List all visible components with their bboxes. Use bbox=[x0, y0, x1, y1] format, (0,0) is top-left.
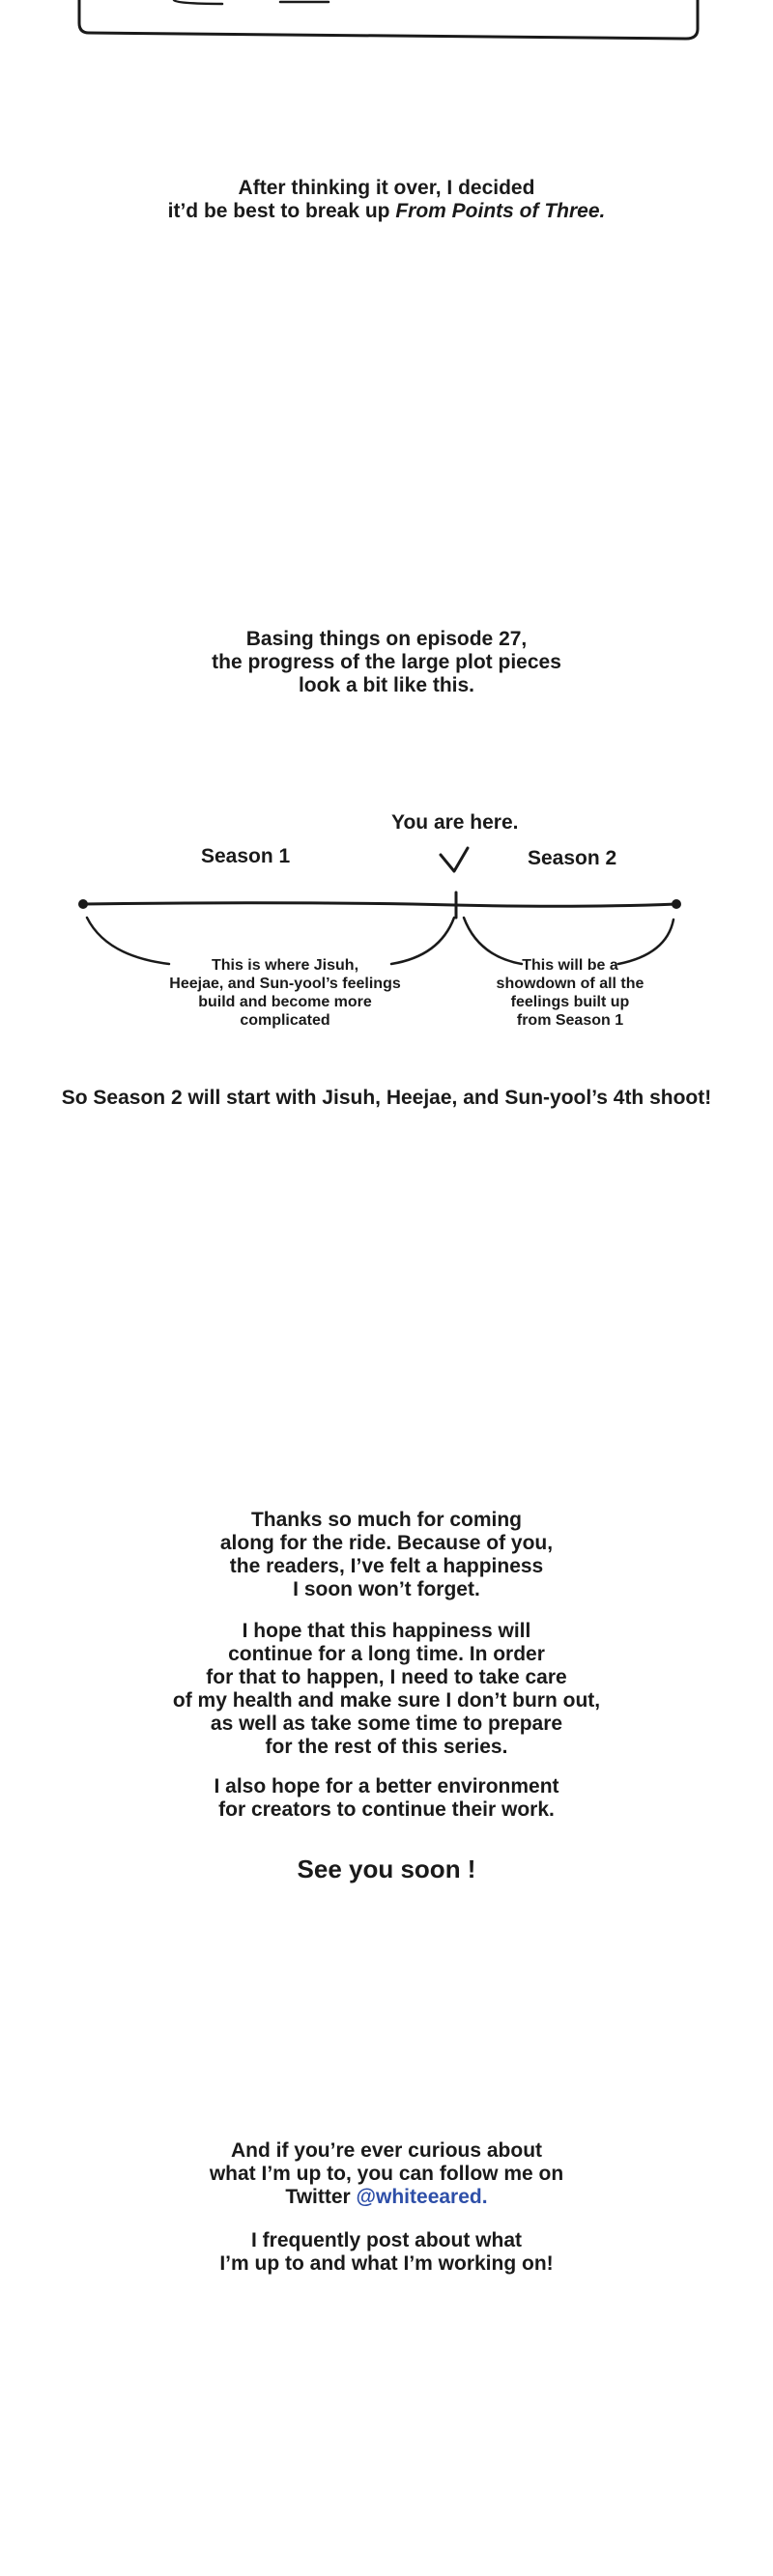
thanks-paragraph-2 bbox=[0, 1620, 773, 1759]
thanks-line: as well as take some time to prepare bbox=[210, 1713, 563, 1735]
check-mark-icon bbox=[441, 848, 468, 871]
intro-line-1: After thinking it over, I decided bbox=[238, 177, 535, 199]
thanks-line: along for the ride. Because of you, bbox=[219, 1532, 554, 1554]
timeline-line bbox=[83, 903, 676, 907]
thanks-line: of my health and make sure I don’t burn out, bbox=[172, 1689, 601, 1712]
follow-line bbox=[0, 2186, 773, 2209]
thanks-line: for that to happen, I need to take care bbox=[206, 1666, 567, 1688]
thanks-line: for creators to continue their work. bbox=[218, 1798, 555, 1821]
timeline-start-dot bbox=[78, 899, 88, 909]
timeline-diagram bbox=[0, 0, 773, 1062]
thanks-line: I hope that this happiness will bbox=[242, 1620, 531, 1642]
timeline-end-dot bbox=[672, 899, 681, 909]
season2-note-line: showdown of all the bbox=[496, 976, 644, 992]
twitter-handle-link[interactable]: @whiteeared. bbox=[356, 2186, 488, 2208]
follow-line: And if you’re ever curious about bbox=[230, 2139, 543, 2162]
see-you-soon: See you soon ! bbox=[297, 1854, 476, 1883]
series-title: From Points of Three. bbox=[395, 200, 606, 222]
season2-note bbox=[483, 956, 657, 1030]
thanks-line: for the rest of this series. bbox=[265, 1736, 508, 1758]
thanks-line: I soon won’t forget. bbox=[293, 1578, 480, 1600]
season1-note-line: Heejae, and Sun-yool’s feelings bbox=[169, 976, 401, 992]
intro-line-2-prefix: it’d be best to break up bbox=[167, 200, 396, 222]
season2-label: Season 2 bbox=[528, 847, 617, 869]
thanks-paragraph-3 bbox=[0, 1775, 773, 1822]
basing-line-3: look a bit like this. bbox=[298, 674, 475, 696]
post-line: I frequently post about what bbox=[250, 2229, 522, 2251]
twitter-label: Twitter bbox=[285, 2186, 357, 2208]
you-are-here-label: You are here. bbox=[391, 811, 519, 834]
follow-text bbox=[0, 2139, 773, 2209]
season2-note-line: feelings built up bbox=[510, 994, 630, 1010]
basing-line-2: the progress of the large plot pieces bbox=[212, 651, 561, 673]
post-line: I’m up to and what I’m working on! bbox=[219, 2252, 554, 2275]
thanks-line: continue for a long time. In order bbox=[228, 1643, 545, 1665]
thanks-line: Thanks so much for coming bbox=[250, 1509, 523, 1531]
thanks-line: I also hope for a better environment bbox=[214, 1775, 559, 1798]
season1-note-line: complicated bbox=[240, 1012, 330, 1029]
follow-line: what I’m up to, you can follow me on bbox=[209, 2163, 564, 2185]
season2-note-line: This will be a bbox=[522, 957, 618, 974]
post-text bbox=[0, 2229, 773, 2276]
basing-line-1: Basing things on episode 27, bbox=[245, 628, 528, 650]
season1-label: Season 1 bbox=[201, 845, 291, 867]
thanks-paragraph-1 bbox=[0, 1509, 773, 1601]
season1-note-line: This is where Jisuh, bbox=[211, 957, 359, 974]
thanks-line: the readers, I’ve felt a happiness bbox=[229, 1555, 544, 1577]
season1-note-line: build and become more bbox=[198, 994, 372, 1010]
season1-note bbox=[155, 956, 415, 1030]
season2-start-text: So Season 2 will start with Jisuh, Heejae, and Sun-yool’s 4th shoot! bbox=[61, 1087, 712, 1109]
season2-note-line: from Season 1 bbox=[516, 1012, 624, 1029]
